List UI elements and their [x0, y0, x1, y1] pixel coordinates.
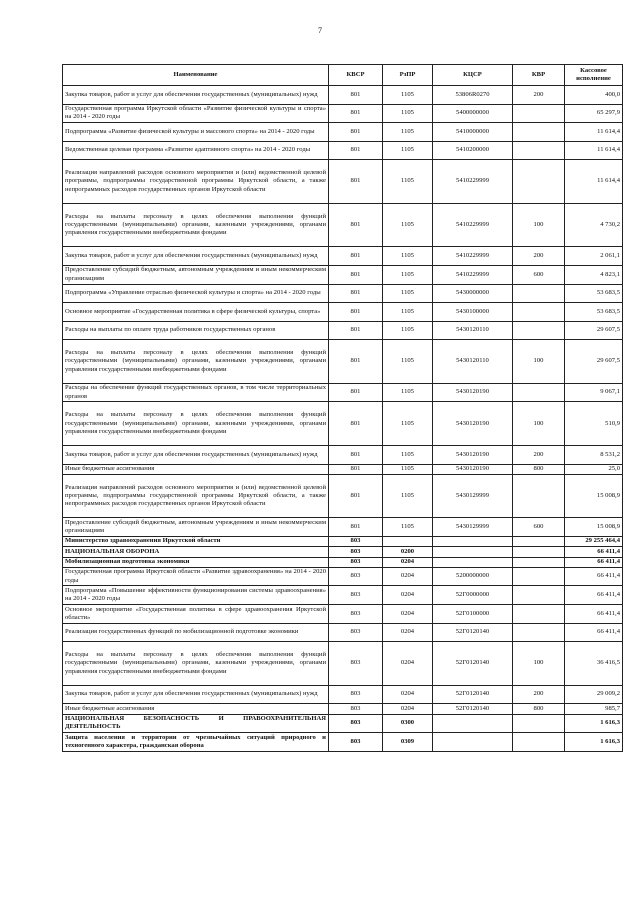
cell-sum: 66 411,4	[565, 547, 623, 557]
cell-kcsr	[433, 714, 513, 733]
cell-kvr	[513, 733, 565, 752]
cell-sum: 1 616,3	[565, 714, 623, 733]
cell-kvsr: 803	[329, 733, 383, 752]
cell-kvsr: 803	[329, 623, 383, 642]
cell-kvsr: 803	[329, 642, 383, 686]
table-row	[63, 321, 623, 340]
cell-name: Расходы на выплаты по оплате труда работников государственных органов	[63, 321, 329, 340]
cell-kvr	[513, 303, 565, 322]
cell-rzpr: 0300	[383, 714, 433, 733]
cell-kvr: 200	[513, 86, 565, 105]
cell-rzpr: 1105	[383, 474, 433, 518]
cell-kvsr: 801	[329, 284, 383, 303]
table-row	[63, 284, 623, 303]
cell-name: Закупка товаров, работ и услуг для обеспечения государственных (муниципальных) нужд	[63, 445, 329, 464]
cell-kvr	[513, 160, 565, 204]
cell-name: НАЦИОНАЛЬНАЯ ОБОРОНА	[63, 547, 329, 557]
table-row	[63, 547, 623, 557]
cell-rzpr: 1105	[383, 247, 433, 266]
table-row	[63, 733, 623, 752]
cell-kvr: 800	[513, 704, 565, 714]
cell-kvsr: 801	[329, 402, 383, 446]
table-row	[63, 340, 623, 384]
cell-kcsr: 53806R0270	[433, 86, 513, 105]
cell-name: Расходы на обеспечение функций государственных органов, в том числе территориальных органов	[63, 383, 329, 402]
cell-kvsr: 803	[329, 704, 383, 714]
cell-kvsr: 803	[329, 547, 383, 557]
cell-kcsr: 5410000000	[433, 123, 513, 142]
cell-kcsr: 5430120190	[433, 445, 513, 464]
table-row	[63, 605, 623, 624]
cell-name: Основное мероприятие «Государственная политика в сфере физической культуры, спорта»	[63, 303, 329, 322]
cell-kvsr: 801	[329, 265, 383, 284]
cell-kvsr: 801	[329, 303, 383, 322]
cell-sum: 15 008,9	[565, 474, 623, 518]
cell-rzpr: 1105	[383, 284, 433, 303]
cell-kcsr: 5410229999	[433, 265, 513, 284]
cell-sum: 11 614,4	[565, 160, 623, 204]
header-kvr: КВР	[513, 65, 565, 86]
cell-sum: 9 067,1	[565, 383, 623, 402]
cell-rzpr: 1105	[383, 141, 433, 160]
cell-kcsr	[433, 547, 513, 557]
table-row	[63, 383, 623, 402]
cell-kvr	[513, 623, 565, 642]
table-row	[63, 518, 623, 537]
table-row	[63, 86, 623, 105]
cell-kvsr: 801	[329, 383, 383, 402]
cell-rzpr: 0204	[383, 557, 433, 567]
cell-sum: 66 411,4	[565, 605, 623, 624]
cell-name: НАЦИОНАЛЬНАЯ БЕЗОПАСНОСТЬ И ПРАВООХРАНИТЕЛЬНАЯ ДЕЯТЕЛЬНОСТЬ	[63, 714, 329, 733]
cell-name: Предоставление субсидий бюджетным, автономным учреждениям и иным некоммерческим организациям	[63, 265, 329, 284]
cell-kvsr: 803	[329, 536, 383, 546]
cell-rzpr: 0204	[383, 642, 433, 686]
cell-rzpr: 0309	[383, 733, 433, 752]
header-kvsr: КВСР	[329, 65, 383, 86]
table-row	[63, 642, 623, 686]
cell-kvr	[513, 141, 565, 160]
cell-kvr	[513, 383, 565, 402]
cell-kvr	[513, 123, 565, 142]
cell-name: Расходы на выплаты персоналу в целях обеспечения выполнения функций государственными (муниципальными) органами, казенными учреждениями, органами управления государственными внебюджетными фондами	[63, 402, 329, 446]
cell-kvr	[513, 284, 565, 303]
cell-name: Предоставление субсидий бюджетным, автономным учреждениям и иным некоммерческим организациям	[63, 518, 329, 537]
table-row	[63, 586, 623, 605]
cell-sum: 29 607,5	[565, 340, 623, 384]
table-row	[63, 474, 623, 518]
cell-rzpr: 1105	[383, 203, 433, 247]
cell-sum: 29 255 464,4	[565, 536, 623, 546]
cell-name: Закупка товаров, работ и услуг для обеспечения государственных (муниципальных) нужд	[63, 247, 329, 266]
cell-sum: 2 061,1	[565, 247, 623, 266]
cell-kvr: 200	[513, 685, 565, 704]
cell-kvsr: 801	[329, 445, 383, 464]
cell-kcsr: 5410229999	[433, 160, 513, 204]
table-row	[63, 557, 623, 567]
table-row	[63, 402, 623, 446]
cell-kvsr: 801	[329, 141, 383, 160]
cell-kcsr: 52Г0120140	[433, 623, 513, 642]
table-row	[63, 265, 623, 284]
table-row	[63, 685, 623, 704]
cell-name: Расходы на выплаты персоналу в целях обеспечения выполнения функций государственными (муниципальными) органами, казенными учреждениями, органами управления государственными внебюджетными фондами	[63, 340, 329, 384]
cell-kcsr: 5430129999	[433, 474, 513, 518]
cell-sum: 11 614,4	[565, 123, 623, 142]
cell-sum: 66 411,4	[565, 586, 623, 605]
cell-sum: 66 411,4	[565, 567, 623, 586]
cell-kvr: 600	[513, 518, 565, 537]
cell-rzpr: 1105	[383, 160, 433, 204]
header-sum: Кассовое исполнение	[565, 65, 623, 86]
cell-kvr	[513, 567, 565, 586]
cell-rzpr: 1105	[383, 383, 433, 402]
cell-rzpr: 1105	[383, 321, 433, 340]
cell-sum: 4 730,2	[565, 203, 623, 247]
table-row	[63, 141, 623, 160]
cell-kvr	[513, 605, 565, 624]
cell-name: Государственная программа Иркутской области «Развитие физической культуры и спорта» на 2014 - 2020 годы	[63, 104, 329, 123]
header-name: Наименование	[63, 65, 329, 86]
cell-kvsr: 803	[329, 567, 383, 586]
cell-kvsr: 801	[329, 247, 383, 266]
cell-kcsr: 52Г0120140	[433, 642, 513, 686]
cell-rzpr: 1105	[383, 265, 433, 284]
cell-kvr	[513, 714, 565, 733]
cell-kvsr: 801	[329, 340, 383, 384]
cell-kvsr: 801	[329, 104, 383, 123]
cell-name: Реализация направлений расходов основного мероприятия и (или) ведомственной целевой программы, подпрограммы государственной программы Иркутской области, а также непрограммных расходов государственных органов Иркутской области	[63, 474, 329, 518]
cell-kvsr: 801	[329, 464, 383, 474]
cell-sum: 510,9	[565, 402, 623, 446]
cell-kvr	[513, 474, 565, 518]
cell-kcsr: 5430100000	[433, 303, 513, 322]
cell-rzpr: 0204	[383, 704, 433, 714]
cell-sum: 29 607,5	[565, 321, 623, 340]
cell-name: Ведомственная целевая программа «Развитие адаптивного спорта» на 2014 - 2020 годы	[63, 141, 329, 160]
cell-kcsr: 5430120190	[433, 383, 513, 402]
table-row	[63, 123, 623, 142]
cell-kvsr: 801	[329, 321, 383, 340]
cell-rzpr: 1105	[383, 86, 433, 105]
cell-kvsr: 801	[329, 160, 383, 204]
cell-kvsr: 801	[329, 203, 383, 247]
page-number: 7	[318, 26, 322, 35]
cell-kvsr: 803	[329, 714, 383, 733]
cell-kvsr: 803	[329, 557, 383, 567]
cell-name: Подпрограмма «Управление отраслью физической культуры и спорта» на 2014 - 2020 годы	[63, 284, 329, 303]
cell-sum: 400,0	[565, 86, 623, 105]
cell-kvr	[513, 104, 565, 123]
cell-name: Закупка товаров, работ и услуг для обеспечения государственных (муниципальных) нужд	[63, 86, 329, 105]
cell-kvsr: 801	[329, 123, 383, 142]
cell-kvr	[513, 547, 565, 557]
cell-kvsr: 801	[329, 474, 383, 518]
cell-rzpr: 1105	[383, 303, 433, 322]
cell-rzpr: 0204	[383, 623, 433, 642]
cell-kvr: 100	[513, 203, 565, 247]
cell-kcsr: 5430120190	[433, 402, 513, 446]
cell-sum: 1 616,3	[565, 733, 623, 752]
cell-name: Расходы на выплаты персоналу в целях обеспечения выполнения функций государственными (муниципальными) органами, казенными учреждениями, органами управления государственными внебюджетными фондами	[63, 203, 329, 247]
table-row	[63, 160, 623, 204]
cell-kvr: 100	[513, 642, 565, 686]
cell-sum: 985,7	[565, 704, 623, 714]
cell-name: Подпрограмма «Развитие физической культуры и массового спорта» на 2014 - 2020 годы	[63, 123, 329, 142]
cell-sum: 11 614,4	[565, 141, 623, 160]
cell-kcsr: 5430129999	[433, 518, 513, 537]
cell-sum: 36 416,5	[565, 642, 623, 686]
cell-kcsr: 52Г0000000	[433, 586, 513, 605]
cell-name: Основное мероприятие «Государственная политика в сфере здравоохранения Иркутской области»	[63, 605, 329, 624]
cell-name: Министерство здравоохранения Иркутской области	[63, 536, 329, 546]
cell-name: Иные бюджетные ассигнования	[63, 704, 329, 714]
cell-kcsr: 5430000000	[433, 284, 513, 303]
cell-kcsr	[433, 733, 513, 752]
cell-name: Государственная программа Иркутской области «Развитие здравоохранения» на 2014 - 2020 годы	[63, 567, 329, 586]
cell-kcsr	[433, 557, 513, 567]
cell-kcsr: 5430120110	[433, 321, 513, 340]
cell-kvr: 100	[513, 340, 565, 384]
table-row	[63, 464, 623, 474]
table-row	[63, 104, 623, 123]
cell-name: Мобилизационная подготовка экономики	[63, 557, 329, 567]
cell-kvr: 800	[513, 464, 565, 474]
cell-kcsr: 5430120110	[433, 340, 513, 384]
cell-sum: 66 411,4	[565, 557, 623, 567]
table-row	[63, 704, 623, 714]
cell-kcsr: 5410200000	[433, 141, 513, 160]
cell-rzpr: 0204	[383, 605, 433, 624]
cell-kvsr: 803	[329, 586, 383, 605]
table-row	[63, 203, 623, 247]
cell-kvr: 100	[513, 402, 565, 446]
cell-kvr	[513, 586, 565, 605]
table-row	[63, 536, 623, 546]
cell-kcsr: 52Г0120140	[433, 704, 513, 714]
cell-kvr	[513, 536, 565, 546]
cell-sum: 25,0	[565, 464, 623, 474]
cell-name: Расходы на выплаты персоналу в целях обеспечения выполнения функций государственными (муниципальными) органами, казенными учреждениями, органами управления государственными внебюджетными фондами	[63, 642, 329, 686]
cell-kvsr: 801	[329, 518, 383, 537]
cell-name: Защита населения и территории от чрезвычайных ситуаций природного и техногенного характера, гражданская оборона	[63, 733, 329, 752]
cell-sum: 66 411,4	[565, 623, 623, 642]
cell-kcsr: 52Г0120140	[433, 685, 513, 704]
cell-name: Реализация государственных функций по мобилизационной подготовке экономики	[63, 623, 329, 642]
cell-rzpr: 1105	[383, 445, 433, 464]
cell-kcsr	[433, 536, 513, 546]
cell-rzpr: 1105	[383, 402, 433, 446]
cell-rzpr: 1105	[383, 123, 433, 142]
table-row	[63, 714, 623, 733]
cell-rzpr: 1105	[383, 518, 433, 537]
cell-kcsr: 5410229999	[433, 247, 513, 266]
header-kcsr: КЦСР	[433, 65, 513, 86]
cell-name: Иные бюджетные ассигнования	[63, 464, 329, 474]
cell-kvsr: 803	[329, 605, 383, 624]
table-body	[63, 86, 623, 752]
table-row	[63, 623, 623, 642]
cell-kvsr: 803	[329, 685, 383, 704]
budget-execution-table	[62, 64, 623, 752]
cell-rzpr: 0200	[383, 547, 433, 557]
cell-kvr: 600	[513, 265, 565, 284]
cell-rzpr: 1105	[383, 104, 433, 123]
cell-rzpr: 1105	[383, 464, 433, 474]
cell-kcsr: 5410229999	[433, 203, 513, 247]
table-row	[63, 567, 623, 586]
cell-sum: 29 009,2	[565, 685, 623, 704]
cell-kvr	[513, 557, 565, 567]
cell-rzpr: 0204	[383, 586, 433, 605]
cell-sum: 53 683,5	[565, 303, 623, 322]
cell-rzpr	[383, 536, 433, 546]
cell-kvr	[513, 321, 565, 340]
cell-sum: 53 683,5	[565, 284, 623, 303]
table-row	[63, 445, 623, 464]
header-rzpr: РзПР	[383, 65, 433, 86]
cell-name: Подпрограмма «Повышение эффективности функционирования системы здравоохранения» на 2014 - 2020 годы	[63, 586, 329, 605]
cell-kcsr: 52Г0100000	[433, 605, 513, 624]
table-header-row	[63, 65, 623, 86]
cell-kcsr: 5430120190	[433, 464, 513, 474]
cell-sum: 15 008,9	[565, 518, 623, 537]
cell-rzpr: 0204	[383, 567, 433, 586]
cell-kcsr: 5200000000	[433, 567, 513, 586]
cell-kvsr: 801	[329, 86, 383, 105]
cell-kcsr: 5400000000	[433, 104, 513, 123]
cell-kvr: 200	[513, 445, 565, 464]
table-row	[63, 303, 623, 322]
table-row	[63, 247, 623, 266]
cell-name: Закупка товаров, работ и услуг для обеспечения государственных (муниципальных) нужд	[63, 685, 329, 704]
cell-kvr: 200	[513, 247, 565, 266]
cell-rzpr: 1105	[383, 340, 433, 384]
cell-sum: 65 297,9	[565, 104, 623, 123]
cell-sum: 8 531,2	[565, 445, 623, 464]
cell-rzpr: 0204	[383, 685, 433, 704]
cell-sum: 4 823,1	[565, 265, 623, 284]
cell-name: Реализация направлений расходов основного мероприятия и (или) ведомственной целевой программы, подпрограммы государственной программы Иркутской области, а также непрограммных расходов государственных органов Иркутской области	[63, 160, 329, 204]
